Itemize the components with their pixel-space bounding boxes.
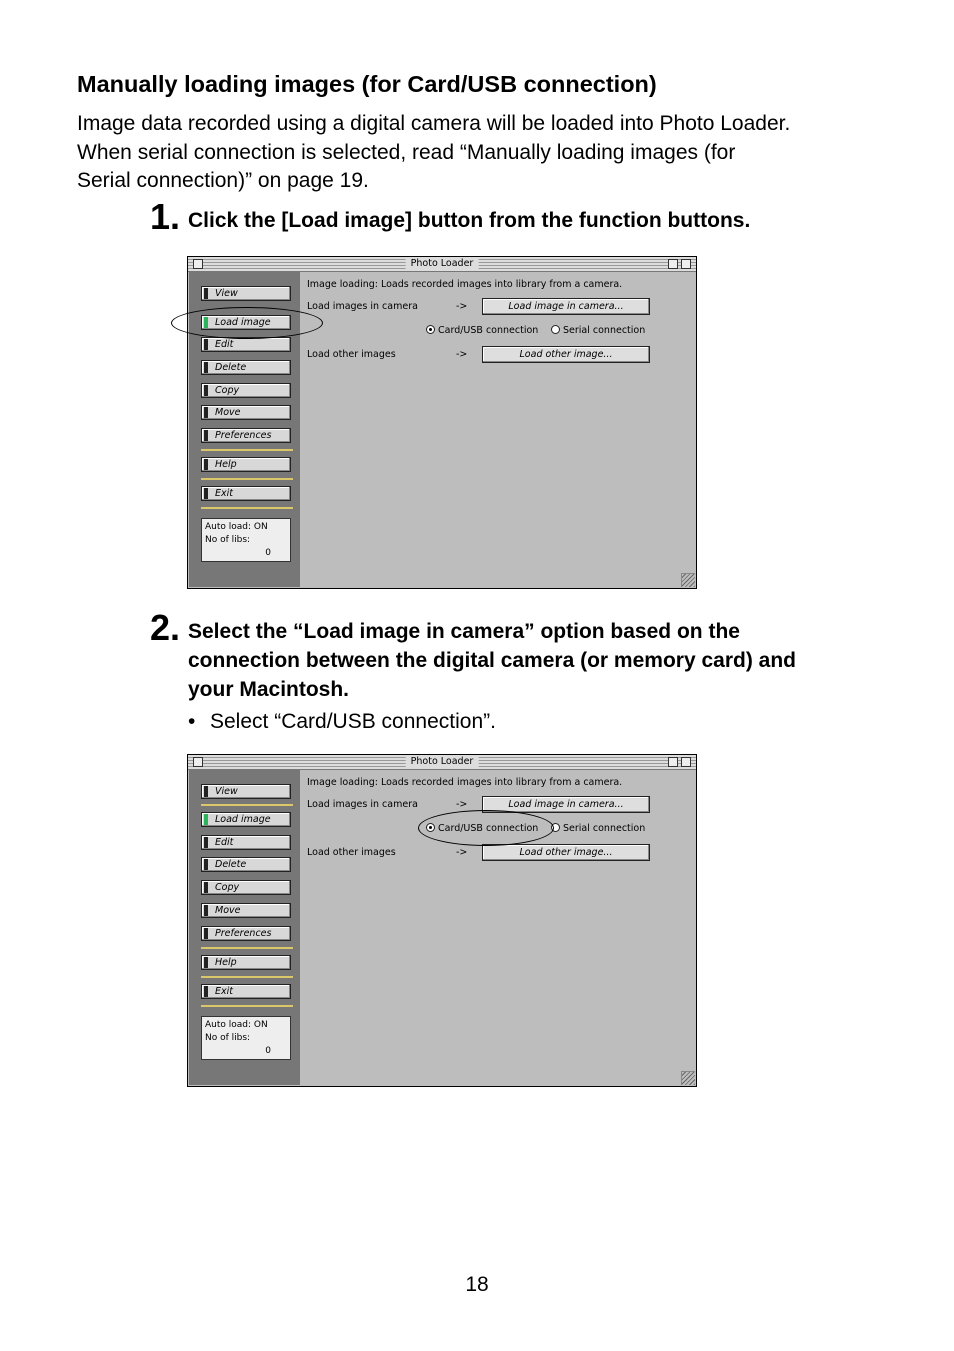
tab-icon bbox=[204, 859, 208, 870]
intro-line: Image data recorded using a digital camera will be loaded into Photo Loader. bbox=[77, 112, 791, 135]
status-box: Auto load: ON No of libs: 0 bbox=[201, 518, 291, 562]
step-2-number: 2. bbox=[150, 607, 181, 648]
separator bbox=[201, 1005, 293, 1007]
step-1-text bbox=[188, 206, 750, 235]
tab-icon bbox=[204, 459, 208, 470]
tab-icon bbox=[204, 430, 208, 441]
tab-icon bbox=[204, 814, 208, 825]
help-button[interactable]: Help bbox=[201, 457, 291, 472]
radio-selected-icon bbox=[426, 325, 435, 334]
arrow-label: -> bbox=[456, 301, 468, 312]
tab-icon bbox=[204, 288, 208, 299]
tab-icon bbox=[204, 362, 208, 373]
load-image-in-camera-button[interactable]: Load image in camera... bbox=[482, 298, 650, 315]
load-image-in-camera-button[interactable]: Load image in camera... bbox=[482, 796, 650, 813]
serial-radio[interactable]: Serial connection bbox=[551, 325, 645, 336]
section-heading: Manually loading images (for Card/USB connection) bbox=[77, 71, 657, 97]
copy-button[interactable]: Copy bbox=[201, 880, 291, 895]
delete-button[interactable]: Delete bbox=[201, 857, 291, 872]
zoom-box-icon[interactable] bbox=[668, 259, 678, 269]
close-box-icon[interactable] bbox=[193, 259, 203, 269]
load-image-button[interactable]: Load image bbox=[201, 315, 291, 330]
step-2-line: Select the “Load image in camera” option based on the bbox=[188, 620, 740, 643]
tab-icon bbox=[204, 488, 208, 499]
step-2-text bbox=[188, 617, 796, 704]
step-1-line: Click the [Load image] button from the function buttons. bbox=[188, 209, 751, 232]
step-2-line: your Macintosh. bbox=[188, 678, 350, 701]
load-other-images-label: Load other images bbox=[307, 847, 396, 858]
resize-grip-icon[interactable] bbox=[681, 1071, 695, 1085]
view-button[interactable]: View bbox=[201, 286, 291, 301]
separator bbox=[201, 478, 293, 480]
tab-icon bbox=[204, 837, 208, 848]
load-images-in-camera-label: Load images in camera bbox=[307, 301, 418, 312]
arrow-label: -> bbox=[456, 349, 468, 360]
radio-unselected-icon bbox=[551, 823, 560, 832]
tab-icon bbox=[204, 407, 208, 418]
step-1-number: 1. bbox=[150, 196, 181, 237]
intro-line: Serial connection)” on page 19. bbox=[77, 169, 369, 192]
preferences-button[interactable]: Preferences bbox=[201, 428, 291, 443]
separator bbox=[201, 507, 293, 509]
separator bbox=[201, 804, 293, 806]
card-usb-radio[interactable]: Card/USB connection bbox=[426, 325, 538, 336]
move-button[interactable]: Move bbox=[201, 405, 291, 420]
tab-icon bbox=[204, 786, 208, 797]
separator bbox=[201, 947, 293, 949]
preferences-button[interactable]: Preferences bbox=[201, 926, 291, 941]
load-image-button[interactable]: Load image bbox=[201, 812, 291, 827]
tab-icon bbox=[204, 385, 208, 396]
delete-button[interactable]: Delete bbox=[201, 360, 291, 375]
function-button-panel bbox=[189, 272, 300, 587]
window-title-bar[interactable] bbox=[188, 257, 696, 272]
bullet-item bbox=[188, 710, 496, 734]
window-title: Photo Loader bbox=[406, 756, 479, 768]
exit-button[interactable]: Exit bbox=[201, 984, 291, 999]
separator bbox=[201, 449, 293, 451]
tab-icon bbox=[204, 986, 208, 997]
photo-loader-window-1 bbox=[187, 256, 697, 589]
window-title-bar[interactable] bbox=[188, 755, 696, 770]
load-other-image-button[interactable]: Load other image... bbox=[482, 346, 650, 363]
tab-icon bbox=[204, 905, 208, 916]
load-images-in-camera-label: Load images in camera bbox=[307, 799, 418, 810]
main-panel bbox=[300, 272, 695, 587]
function-button-panel bbox=[189, 770, 300, 1085]
tab-icon bbox=[204, 339, 208, 350]
load-other-images-label: Load other images bbox=[307, 349, 396, 360]
status-box: Auto load: ON No of libs: 0 bbox=[201, 1016, 291, 1060]
load-other-image-button[interactable]: Load other image... bbox=[482, 844, 650, 861]
tab-icon bbox=[204, 317, 208, 328]
help-button[interactable]: Help bbox=[201, 955, 291, 970]
collapse-box-icon[interactable] bbox=[681, 757, 691, 767]
exit-button[interactable]: Exit bbox=[201, 486, 291, 501]
card-usb-radio[interactable]: Card/USB connection bbox=[426, 823, 538, 834]
tab-icon bbox=[204, 882, 208, 893]
serial-radio[interactable]: Serial connection bbox=[551, 823, 645, 834]
photo-loader-window-2 bbox=[187, 754, 697, 1087]
arrow-label: -> bbox=[456, 799, 468, 810]
tab-icon bbox=[204, 957, 208, 968]
tab-icon bbox=[204, 928, 208, 939]
zoom-box-icon[interactable] bbox=[668, 757, 678, 767]
bullet-icon: • bbox=[188, 710, 196, 733]
arrow-label: -> bbox=[456, 847, 468, 858]
main-panel bbox=[300, 770, 695, 1085]
radio-selected-icon bbox=[426, 823, 435, 832]
page-number: 18 bbox=[465, 1273, 489, 1296]
resize-grip-icon[interactable] bbox=[681, 573, 695, 587]
bullet-text: Select “Card/USB connection”. bbox=[210, 710, 496, 733]
window-title: Photo Loader bbox=[406, 258, 479, 270]
edit-button[interactable]: Edit bbox=[201, 337, 291, 352]
description-text: Image loading: Loads recorded images into library from a camera. bbox=[307, 777, 623, 788]
copy-button[interactable]: Copy bbox=[201, 383, 291, 398]
intro-line: When serial connection is selected, read “Manually loading images (for bbox=[77, 140, 736, 164]
move-button[interactable]: Move bbox=[201, 903, 291, 918]
description-text: Image loading: Loads recorded images into library from a camera. bbox=[307, 279, 623, 290]
view-button[interactable]: View bbox=[201, 784, 291, 799]
edit-button[interactable]: Edit bbox=[201, 835, 291, 850]
separator bbox=[201, 976, 293, 978]
close-box-icon[interactable] bbox=[193, 757, 203, 767]
intro-paragraph bbox=[77, 110, 907, 196]
step-2-line: connection between the digital camera (or memory card) and bbox=[188, 649, 796, 672]
radio-unselected-icon bbox=[551, 325, 560, 334]
collapse-box-icon[interactable] bbox=[681, 259, 691, 269]
